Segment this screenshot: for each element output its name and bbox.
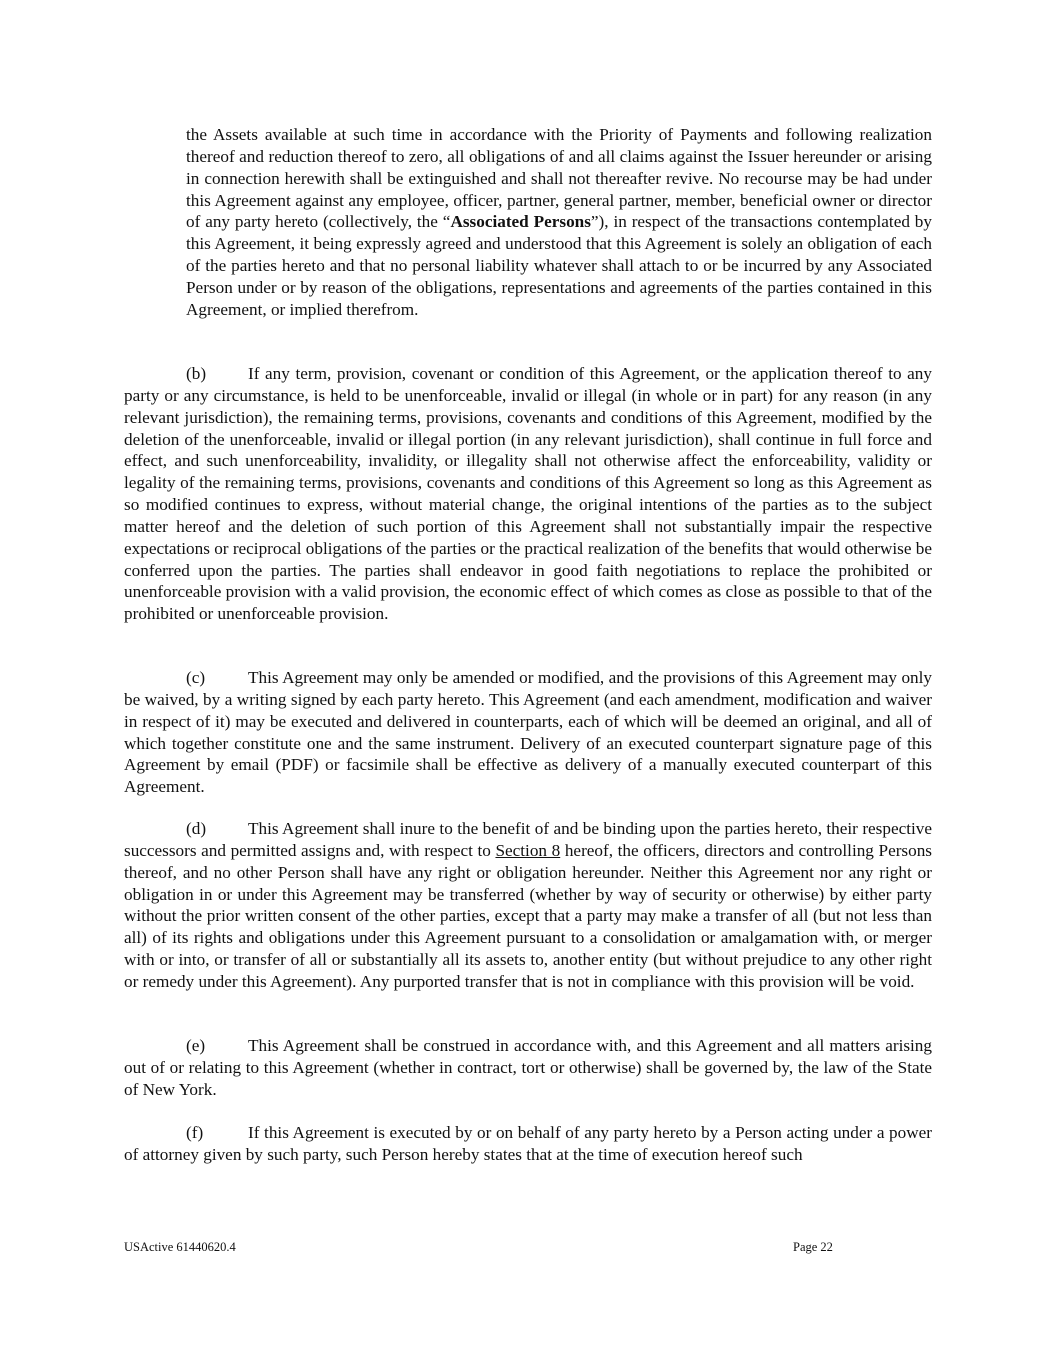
paragraph-text: This Agreement may only be amended or modified, and the provisions of this Agreement may only be waived, by a writing signed by each party hereto. This Agreement (and each amendment, modification and waiver in respect of it) may be executed and delivered in counterparts, each of which will be deemed an original, and all of which together constitute one and the same instrument. Delivery of an executed counterpart signature page of this Agreement by email (PDF) or facsimile shall be effective as delivery of a manually executed counterpart of this Agreement.: [124, 668, 932, 797]
section-8-reference: Section 8: [495, 840, 561, 860]
paragraph-c: [124, 667, 932, 798]
paragraph-label: (f): [186, 1123, 204, 1142]
paragraph-d: [124, 818, 932, 993]
paragraph-e: [124, 1035, 932, 1101]
paragraph-b: [124, 363, 932, 625]
paragraph-f: [124, 1122, 932, 1166]
paragraph-text: If any term, provision, covenant or condition of this Agreement, or the application thereof to any party or any circumstance, is held to be unenforceable, invalid or illegal (in whole or in part) for any reason (in any relevant jurisdiction), the remaining terms, provisions, covenants and conditions of this Agreement, modified by the deletion of the unenforceable, invalid or illegal portion (in any relevant jurisdiction), shall continue in full force and effect, and such unenforceability, invalidity, or illegality shall not otherwise affect the enforceability, validity or legality of the remaining terms, provisions, covenants and conditions of this Agreement so long as this Agreement as so modified continues to express, without material change, the original intentions of the parties as to the subject matter hereof and the deletion of such portion of this Agreement shall not substantially impair the respective expectations or reciprocal obligations of the parties or the practical realization of the benefits that would otherwise be conferred upon the parties. The parties shall endeavor in good faith negotiations to replace the prohibited or unenforceable provision with a valid provision, the economic effect of which comes as close as possible to that of the prohibited or unenforceable provision.: [124, 364, 932, 624]
paragraph-label: (e): [186, 1036, 206, 1055]
paragraph-label: (d): [186, 819, 207, 838]
paragraph-text: If this Agreement is executed by or on behalf of any party hereto by a Person acting under a power of attorney given by such party, such Person hereby states that at the time of execution hereof such: [124, 1123, 932, 1164]
defined-term-associated-persons: Associated Persons: [450, 212, 591, 232]
paragraph-text: the Assets available at such time in accordance with the Priority of Payments and following realization thereof and reduction thereof to zero, all obligations of and all claims against the Issuer hereunder or arising in connection herewith shall be extinguished and shall not thereafter revive. No recourse may be had under this Agreement against any employee, officer, partner, general partner, member, beneficial owner or director of any party hereto (collectively, the “: [186, 125, 932, 232]
footer-page-number: Page 22: [793, 1240, 833, 1254]
footer-document-id: USActive 61440620.4: [124, 1240, 236, 1254]
paragraph-text: ”), in respect of the transactions contemplated by this Agreement, it being expressly agreed and understood that this Agreement is solely an obligation of each of the parties hereto and that no personal liability whatever shall attach to or be incurred by any Associated Person under or by reason of the obligations, representations and agreements of the parties contained in this Agreement, or implied therefrom.: [186, 212, 932, 319]
paragraph-label: (c): [186, 668, 206, 687]
paragraph-text: hereof, the officers, directors and controlling Persons thereof, and no other Person shall have any right or obligation hereunder. Neither this Agreement nor any right or obligation in or under this Agreement may be transferred (whether by way of security or otherwise) by either party without the prior written consent of the other parties, except that a party may make a transfer of all (but not less than all) of its rights and obligations under this Agreement pursuant to a consolidation or amalgamation with, or merger with or into, or transfer of all or substantially all its assets to, another entity (but without prejudice to any other right or remedy under this Agreement). Any purported transfer that is not in compliance with this provision will be void.: [124, 840, 932, 991]
paragraph-label: (b): [186, 364, 207, 383]
paragraph-text: This Agreement shall be construed in accordance with, and this Agreement and all matters arising out of or relating to this Agreement (whether in contract, tort or otherwise) shall be governed by, the law of the State of New York.: [124, 1036, 932, 1099]
paragraph-a-continued: [186, 124, 932, 321]
paragraph-text: This Agreement shall inure to the benefit of and be binding upon the parties hereto, their respective successors and permitted assigns and, with respect to: [124, 819, 932, 860]
